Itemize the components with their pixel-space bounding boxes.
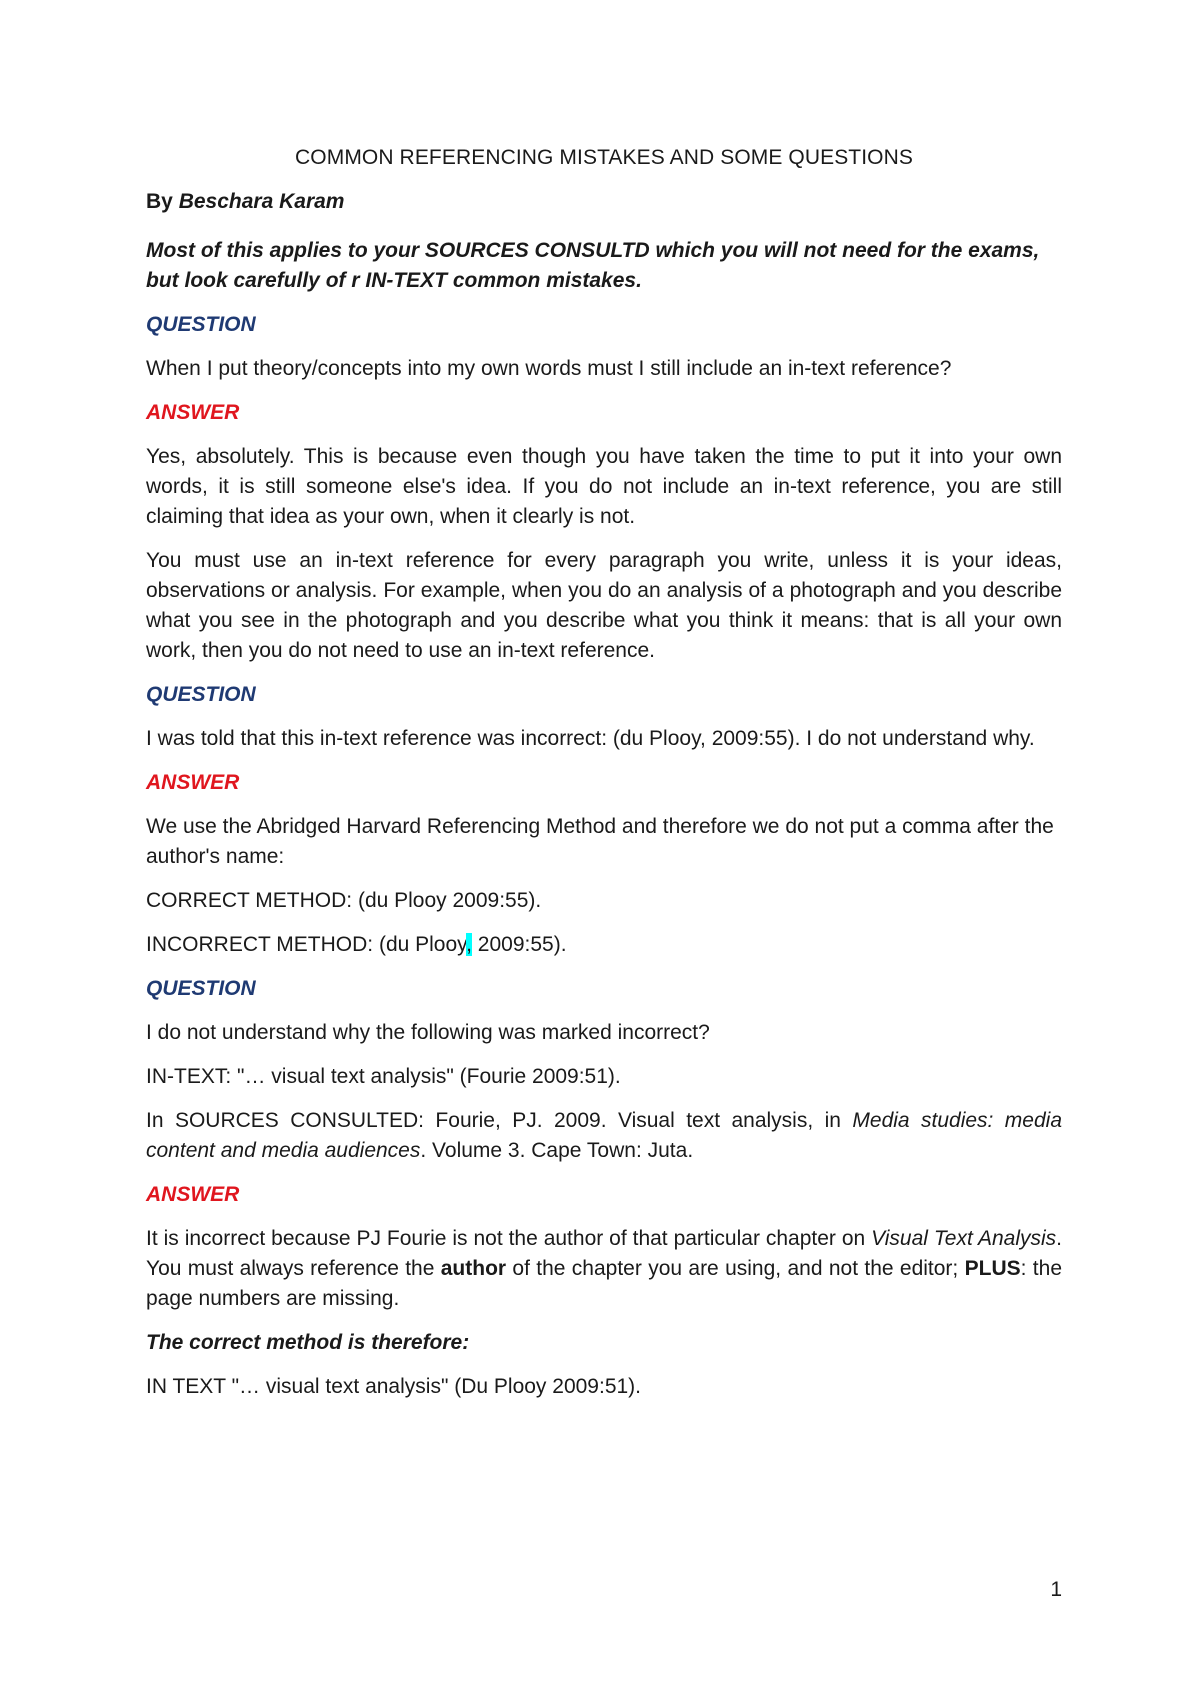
answer-text-2: We use the Abridged Harvard Referencing Method and therefore we do not put a comma after the author's name:	[146, 815, 1054, 868]
sources-after: . Volume 3. Cape Town: Juta.	[420, 1139, 694, 1162]
sources-book-title: Media studies: media content and media audiences	[146, 1109, 1063, 1162]
byline	[146, 190, 1062, 214]
answer3-part3: of the chapter you are using, and not the editor;	[506, 1257, 965, 1280]
exam-note: Most of this applies to your SOURCES CONSULTD which you will not need for the exams, but look carefully of r IN-TEXT common mistakes.	[146, 239, 1040, 292]
correct-method-example: CORRECT METHOD: (du Plooy 2009:55).	[146, 889, 542, 912]
answer-paragraph-2: You must use an in-text reference for every paragraph you write, unless it is your ideas, observations or analysis. For example, when you do an analysis of a photograph and you describe what you see in the photograph and you describe what you think it means: that is all your own work, then you do not need to use an in-text reference.	[146, 549, 1062, 662]
question-heading-2: QUESTION	[146, 683, 256, 706]
sources-consulted-example	[146, 1106, 1062, 1166]
byline-author: Beschara Karam	[178, 190, 345, 213]
page-number: 1	[1050, 1578, 1062, 1601]
answer-heading-3: ANSWER	[146, 1183, 240, 1206]
incorrect-method-example	[146, 930, 1062, 960]
in-text-example: IN-TEXT: "… visual text analysis" (Fourie 2009:51).	[146, 1065, 621, 1088]
correct-method-heading: The correct method is therefore:	[146, 1331, 470, 1354]
answer3-part1: It is incorrect because PJ Fourie is not the author of that particular chapter on	[146, 1227, 872, 1250]
answer-heading-2: ANSWER	[146, 771, 240, 794]
highlighted-comma: ,	[466, 933, 472, 956]
question-text-1: When I put theory/concepts into my own words must I still include an in-text reference?	[146, 357, 952, 380]
question-text-3: I do not understand why the following was marked incorrect?	[146, 1021, 710, 1044]
answer-text-3	[146, 1224, 1062, 1314]
question-heading-3: QUESTION	[146, 977, 256, 1000]
answer3-part4: : the page numbers are missing.	[146, 1257, 1062, 1310]
incorrect-method-after: 2009:55).	[471, 933, 567, 956]
answer3-chapter-title: Visual Text Analysis	[871, 1227, 1057, 1250]
question-text-2: I was told that this in-text reference was incorrect: (du Plooy, 2009:55). I do not understand why.	[146, 727, 1035, 750]
answer3-plus-bold: PLUS	[964, 1257, 1021, 1280]
answer3-part2: . You must always reference the	[146, 1227, 1062, 1280]
answer3-author-bold: author	[440, 1257, 507, 1280]
sources-before: In SOURCES CONSULTED: Fourie, PJ. 2009. Visual text analysis, in	[146, 1109, 853, 1132]
incorrect-method-before: INCORRECT METHOD: (du Plooy	[146, 933, 467, 956]
question-heading-1: QUESTION	[146, 313, 256, 336]
correct-in-text-example: IN TEXT "… visual text analysis" (Du Plooy 2009:51).	[146, 1375, 642, 1398]
answer-heading-1: ANSWER	[146, 401, 240, 424]
answer-paragraph-1: Yes, absolutely. This is because even though you have taken the time to put it into your own words, it is still someone else's idea. If you do not include an in-text reference, you are still claiming that idea as your own, when it clearly is not.	[146, 445, 1062, 528]
document-title: COMMON REFERENCING MISTAKES AND SOME QUESTIONS	[295, 146, 913, 169]
byline-prefix: By	[146, 190, 173, 213]
